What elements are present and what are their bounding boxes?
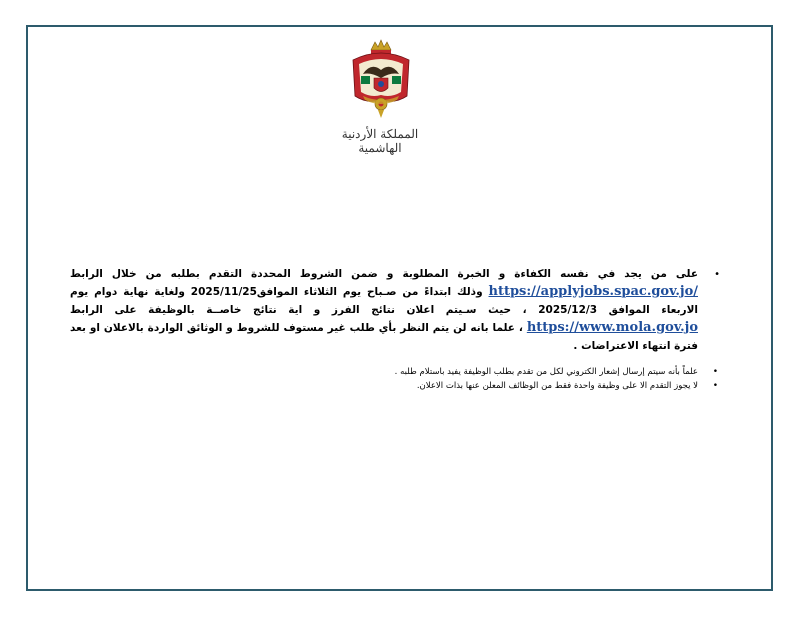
announcement-text-part2: وذلك ابتداءً من صـباح يوم الثلاثاء الموافق2025/11/25 ولغاية نهاية دوام يوم الاربعاء الموافق 2025/12/3 ، حيث سـيتم اعلان نتائج الفرز و اية نتائج خاصــة بالوظيفة على الرابط <box>70 286 698 316</box>
bullet: • <box>714 269 720 280</box>
bullet: • <box>712 381 718 391</box>
notes-list <box>320 365 720 393</box>
announcement-text-part3: ، علما بانه لن يتم النظر بأي طلب غير مستوف للشروط و الوثائق الواردة بالاعلان او بعد فترة انتهاء الاعتراضات . <box>70 322 698 352</box>
note-item <box>320 365 720 379</box>
announcement-block <box>70 265 720 355</box>
announcement-text-part1: على من يجد في نفسه الكفاءة و الخبرة المطلوبة و ضمن الشروط المحددة التقدم بطلبه من خلال الرابط <box>70 268 698 280</box>
note-text: علماً بأنه سيتم إرسال إشعار الكتروني لكل من تقدم بطلب الوظيفة يفيد باستلام طلبه . <box>394 367 698 377</box>
bullet: • <box>712 367 718 377</box>
note-item <box>320 379 720 393</box>
mola-link[interactable]: https://www.mola.gov.jo <box>526 320 698 335</box>
kingdom-name: المملكة الأردنية الهاشمية <box>341 127 419 155</box>
apply-jobs-link[interactable]: https://applyjobs.spac.gov.jo/ <box>488 284 698 299</box>
note-text: لا يجوز التقدم الا على وظيفة واحدة فقط من الوظائف المعلن عنها بذات الاعلان. <box>416 381 698 391</box>
announcement-text <box>70 265 698 355</box>
jordan-coat-of-arms-emblem <box>345 38 417 120</box>
